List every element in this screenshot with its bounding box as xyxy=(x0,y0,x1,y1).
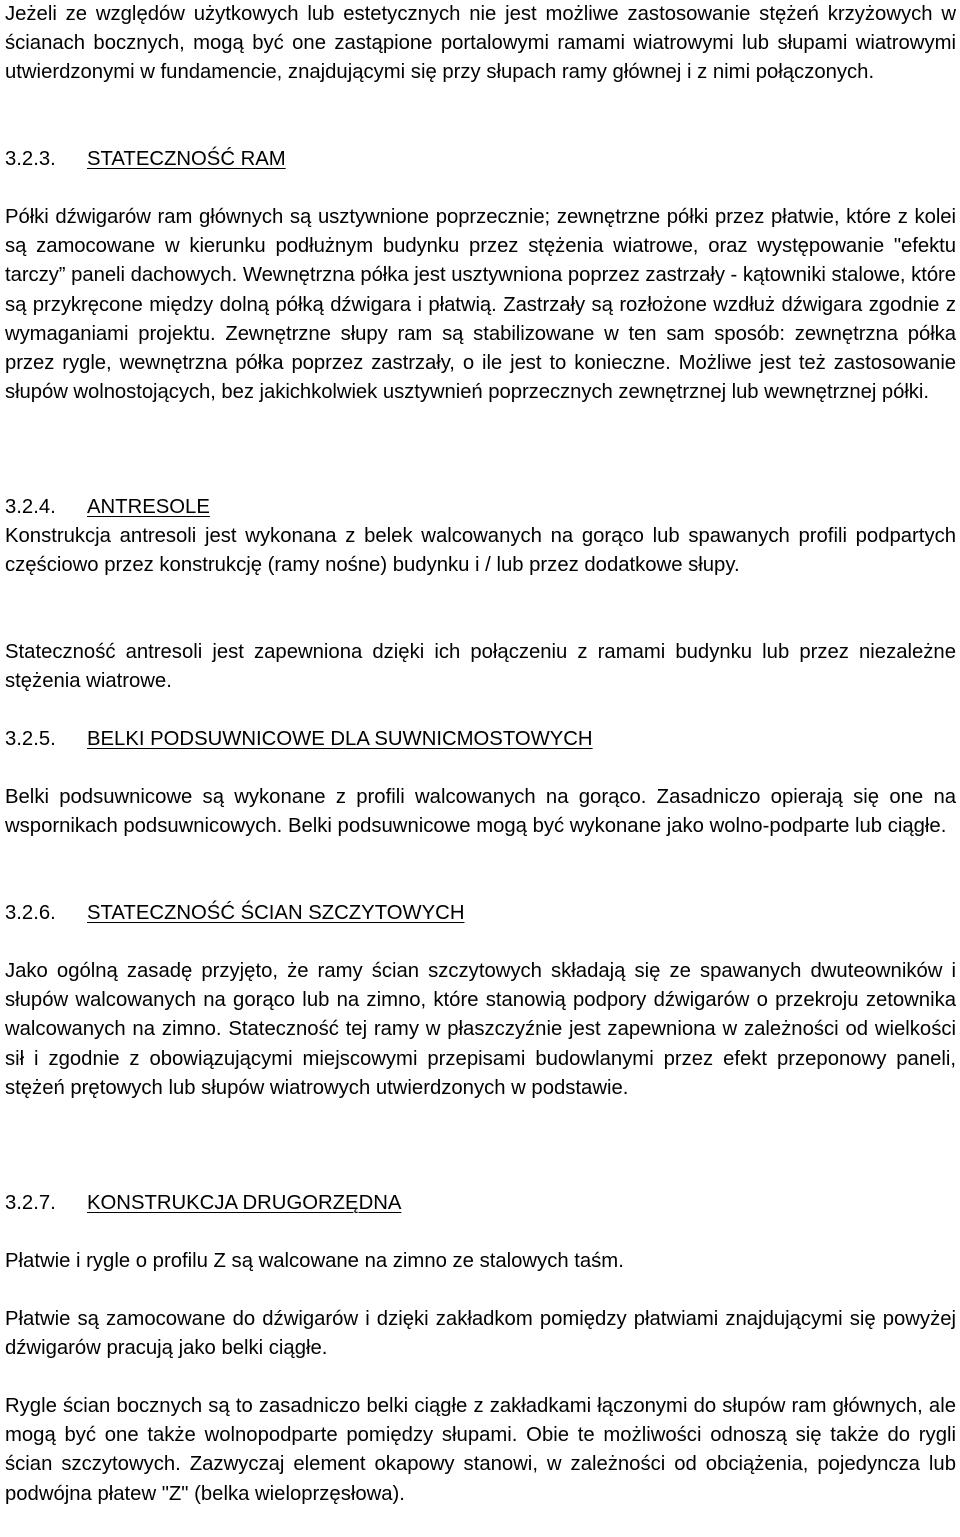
section-number: 3.2.7. xyxy=(5,1192,56,1214)
section-heading-3-2-6 xyxy=(5,899,464,928)
section-paragraph: Belki podsuwnicowe są wykonane z profili walcowanych na gorąco. Zasadniczo opierają się one na wspornikach podsuwnicowych. Belki podsuwnicowe mogą być wykonane jako wolno-podparte lub ciągłe. xyxy=(5,786,956,838)
section-heading-3-2-7 xyxy=(5,1189,401,1218)
section-number: 3.2.3. xyxy=(5,148,56,170)
section-paragraph: Konstrukcja antresoli jest wykonana z belek walcowanych na gorąco lub spawanych profili podpartych częściowo przez konstrukcję (ramy nośne) budynku i / lub przez dodatkowe słupy. xyxy=(5,525,956,577)
section-number: 3.2.4. xyxy=(5,496,56,518)
section-number: 3.2.6. xyxy=(5,902,56,924)
section-heading-3-2-3 xyxy=(5,145,286,174)
section-paragraph: Półki dźwigarów ram głównych są usztywnione poprzecznie; zewnętrzne półki przez płatwie, które z kolei są zamocowane w kierunku podłużnym budynku przez stężenia wiatrowe, oraz występowanie "efektu tarczy” paneli dachowych. Wewnętrzna półka jest usztywniona poprzez zastrzały - kątowniki stalowe, które są przykręcone między dolną półką dźwigara i płatwią. Zastrzały są rozłożone wzdłuż dźwigara zgodnie z wymaganiami projektu. Zewnętrzne słupy ram są stabilizowane w ten sam sposób: zewnętrzna półka przez rygle, wewnętrzna półka poprzez zastrzały, o ile jest to konieczne. Możliwe jest też zastosowanie słupów wolnostojących, bez jakichkolwiek usztywnień poprzecznych zewnętrznej lub wewnętrznej półki. xyxy=(5,206,956,404)
section-paragraph: Płatwie i rygle o profilu Z są walcowane na zimno ze stalowych taśm. xyxy=(5,1250,624,1272)
section-paragraph: Jako ogólną zasadę przyjęto, że ramy ścian szczytowych składają się ze spawanych dwuteowników i słupów walcowanych na gorąco lub na zimno, które stanowią podpory dźwigarów o przekroju zetownika walcowanych na zimno. Stateczność tej ramy w płaszczyźnie jest zapewniona w zależności od wielkości sił i zgodnie z obowiązującymi miejscowymi przepisami budowlanymi przez efekt przeponowy paneli, stężeń prętowych lub słupów wiatrowych utwierdzonych w podstawie. xyxy=(5,960,956,1099)
section-paragraph: Płatwie są zamocowane do dźwigarów i dzięki zakładkom pomiędzy płatwiami znajdującymi się powyżej dźwigarów pracują jako belki ciągłe. xyxy=(5,1308,956,1360)
section-title: STATECZNOŚĆ ŚCIAN SZCZYTOWYCH xyxy=(87,902,465,924)
intro-paragraph: Jeżeli ze względów użytkowych lub estetycznych nie jest możliwe zastosowanie stężeń krzyżowych w ścianach bocznych, mogą być one zastąpione portalowymi ramami wiatrowymi lub słupami wiatrowymi utwierdzonymi w fundamencie, znajdującymi się przy słupach ramy głównej i z nimi połączonych. xyxy=(5,3,956,84)
section-heading-3-2-4 xyxy=(5,493,210,522)
section-heading-3-2-5 xyxy=(5,725,593,754)
section-number: 3.2.5. xyxy=(5,728,56,750)
section-title: BELKI PODSUWNICOWE DLA SUWNICMOSTOWYCH xyxy=(87,728,593,750)
section-paragraph: Stateczność antresoli jest zapewniona dzięki ich połączeniu z ramami budynku lub przez niezależne stężenia wiatrowe. xyxy=(5,641,956,693)
section-title: STATECZNOŚĆ RAM xyxy=(87,148,286,170)
section-paragraph: Rygle ścian bocznych są to zasadniczo belki ciągłe z zakładkami łączonymi do słupów ram głównych, ale mogą być one także wolnopodparte pomiędzy słupami. Obie te możliwości odnoszą się także do rygli ścian szczytowych. Zazwyczaj element okapowy stanowi, w zależności od obciążenia, pojedyncza lub podwójna płatew "Z" (belka wieloprzęsłowa). xyxy=(5,1395,956,1505)
section-title: KONSTRUKCJA DRUGORZĘDNA xyxy=(87,1192,402,1214)
section-title: ANTRESOLE xyxy=(87,496,210,518)
